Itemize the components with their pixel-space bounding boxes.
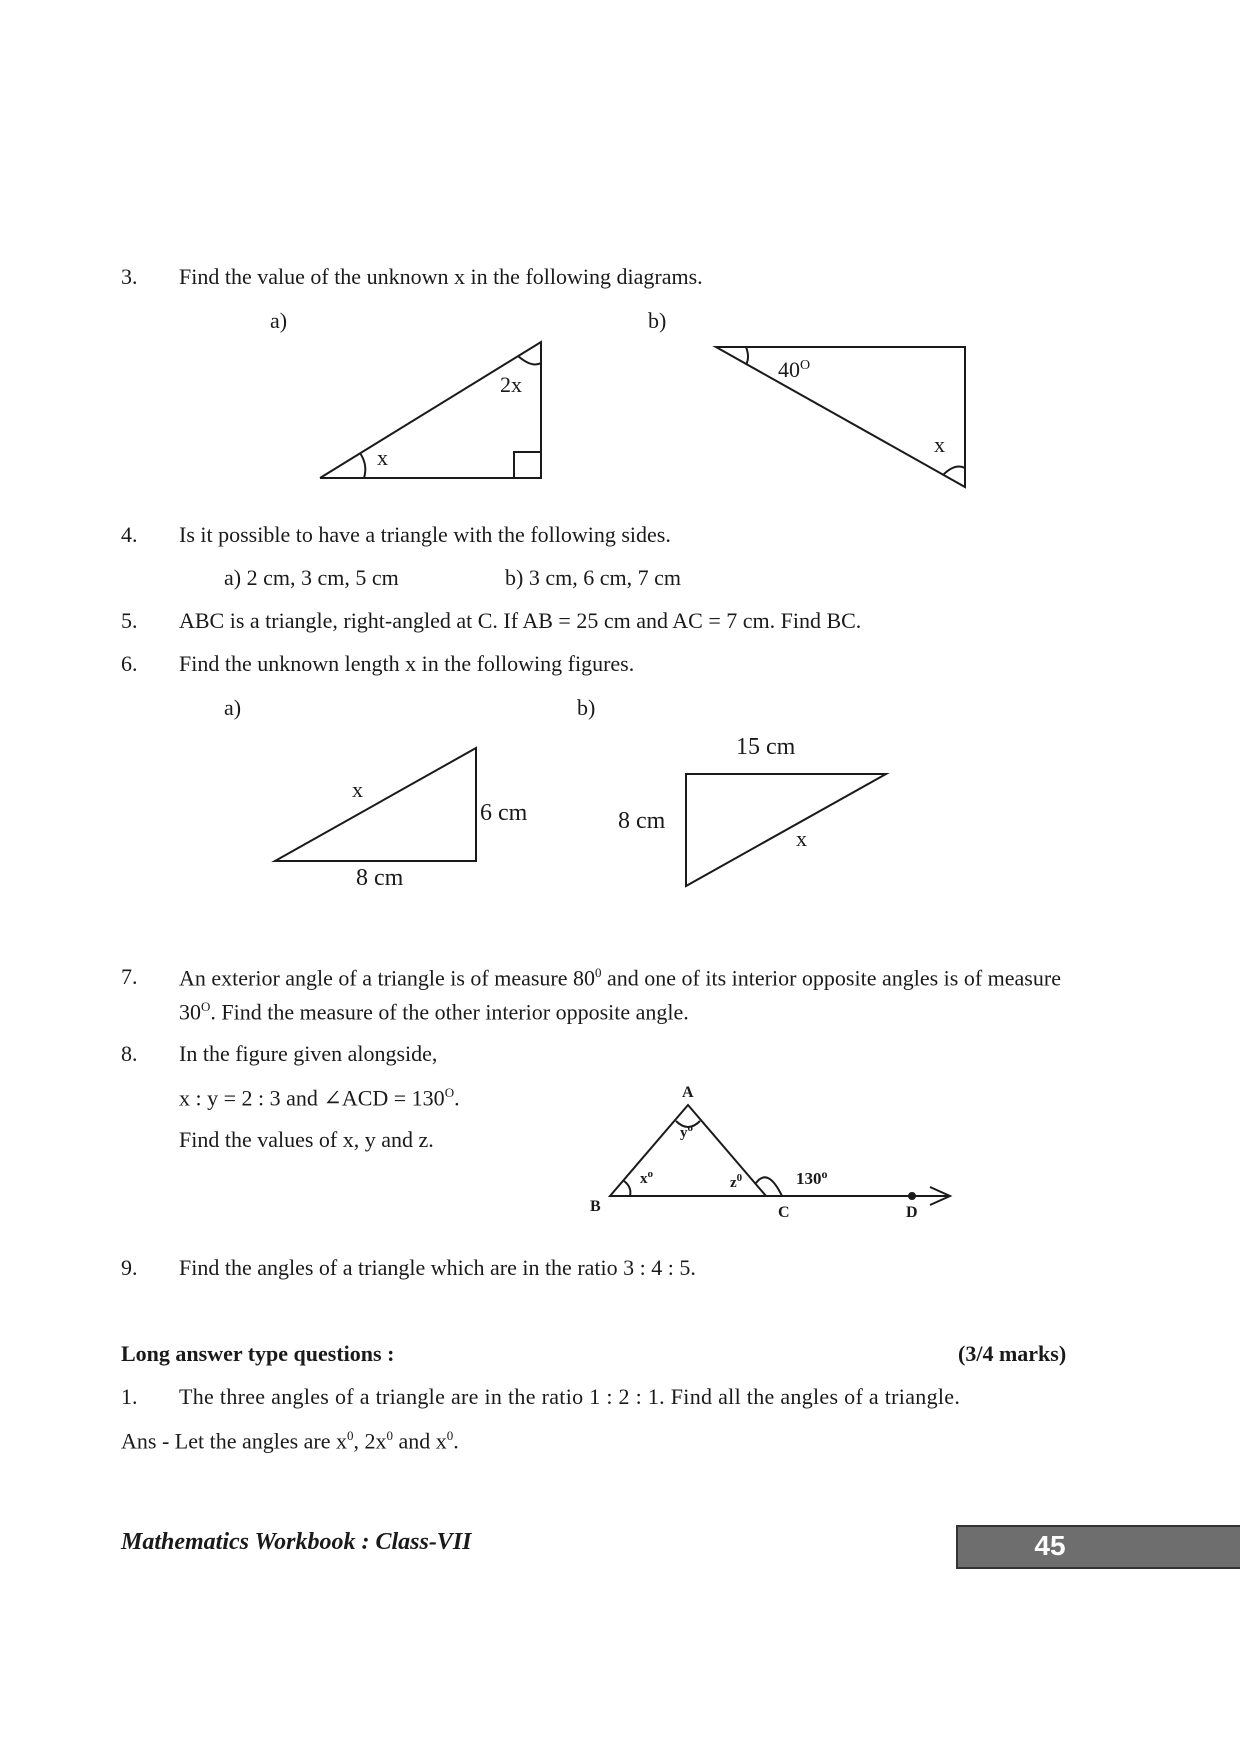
q6-label-b: b) bbox=[577, 695, 596, 720]
long-answer-heading: Long answer type questions : bbox=[121, 1341, 395, 1366]
q3a-angle-top-label: 2x bbox=[500, 372, 522, 397]
q6-figure-a bbox=[260, 730, 540, 890]
q3-label-b: b) bbox=[648, 308, 667, 333]
long-q1-number: 1. bbox=[121, 1384, 138, 1409]
q3-figure-a bbox=[300, 330, 560, 490]
q8-vertex-a: A bbox=[682, 1084, 694, 1101]
q3-text: Find the value of the unknown x in the following diagrams. bbox=[179, 264, 703, 289]
q6a-hyp-label: x bbox=[352, 777, 363, 802]
q8-angle-x-label: $x^o$ bbox=[640, 1168, 653, 1187]
q6a-base-label: 8 cm bbox=[356, 865, 404, 891]
q3b-angle-top-label: $40^O$ bbox=[778, 357, 811, 382]
q8-angle-y-label: $y^o$ bbox=[680, 1122, 693, 1141]
q3a-triangle bbox=[320, 342, 541, 478]
q7-line-2: $30^O$. Find the measure of the other interior opposite angle. bbox=[179, 999, 689, 1025]
q8-number: 8. bbox=[121, 1041, 138, 1066]
q3-label-a: a) bbox=[270, 308, 288, 333]
long-q1-text: The three angles of a triangle are in the ratio 1 : 2 : 1. Find all the angles of a triangle. bbox=[179, 1384, 961, 1409]
q8-line-1: In the figure given alongside, bbox=[179, 1041, 438, 1066]
q3b-triangle bbox=[716, 347, 965, 487]
q8-triangle bbox=[610, 1105, 766, 1196]
long-answer-marks: (3/4 marks) bbox=[958, 1341, 1067, 1366]
q6a-vertical-label: 6 cm bbox=[480, 800, 528, 826]
q4-option-b: b) 3 cm, 6 cm, 7 cm bbox=[505, 565, 681, 590]
q5-text: ABC is a triangle, right-angled at C. If AB = 25 cm and AC = 7 cm. Find BC. bbox=[179, 608, 862, 633]
q8-angle-ext-label: 130$^o$ bbox=[796, 1167, 828, 1188]
q8-point-d bbox=[908, 1192, 916, 1200]
q8-vertex-c: C bbox=[778, 1204, 790, 1221]
q4-number: 4. bbox=[121, 522, 138, 547]
page-number: 45 bbox=[1034, 1530, 1066, 1561]
q8-arc-c-ext bbox=[756, 1177, 782, 1196]
q4-option-a: a) 2 cm, 3 cm, 5 cm bbox=[224, 565, 399, 590]
page-number-box bbox=[956, 1525, 1240, 1569]
long-q1-answer: Ans - Let the angles are $x^0$, $2x^0$ and $x^0$. bbox=[121, 1428, 459, 1454]
q6-text: Find the unknown length x in the following figures. bbox=[179, 651, 635, 676]
q8-angle-z-label: $z^0$ bbox=[730, 1172, 743, 1191]
q6b-triangle bbox=[686, 774, 886, 886]
q7-line-1: An exterior angle of a triangle is of measure $80^0$ and one of its interior opposite angles is of measure bbox=[179, 965, 1061, 991]
q8-line-2: x : y = 2 : 3 and ∠ACD = $130^O$. bbox=[179, 1085, 460, 1111]
q8-arc-b bbox=[624, 1181, 630, 1196]
q3a-angle-arc-left bbox=[360, 453, 365, 478]
q3a-angle-left-label: x bbox=[377, 445, 388, 470]
q9-number: 9. bbox=[121, 1255, 138, 1280]
footer-book-title: Mathematics Workbook : Class-VII bbox=[121, 1529, 472, 1555]
q5-number: 5. bbox=[121, 608, 138, 633]
q3b-angle-arc-right bbox=[943, 467, 965, 475]
q6b-top-label: 15 cm bbox=[736, 734, 796, 760]
q3-figure-b bbox=[700, 335, 980, 495]
q3b-angle-right-label: x bbox=[934, 432, 945, 457]
q4-text: Is it possible to have a triangle with the following sides. bbox=[179, 522, 671, 547]
q6b-hyp-label: x bbox=[796, 826, 807, 851]
q8-line-3: Find the values of x, y and z. bbox=[179, 1127, 434, 1152]
q6-figure-b bbox=[610, 730, 910, 900]
q6-label-a: a) bbox=[224, 695, 242, 720]
q8-vertex-b: B bbox=[590, 1198, 601, 1215]
q7-number: 7. bbox=[121, 964, 138, 989]
q6a-triangle bbox=[275, 748, 476, 861]
q8-vertex-d: D bbox=[906, 1204, 918, 1221]
q8-figure bbox=[580, 1075, 960, 1225]
q6b-left-label: 8 cm bbox=[618, 808, 666, 834]
q3a-angle-arc-top bbox=[518, 356, 541, 364]
q3b-angle-arc-top bbox=[746, 347, 748, 365]
q6-number: 6. bbox=[121, 651, 138, 676]
q3-number: 3. bbox=[121, 264, 138, 289]
q3a-right-angle-mark bbox=[514, 452, 541, 478]
q9-text: Find the angles of a triangle which are in the ratio 3 : 4 : 5. bbox=[179, 1255, 696, 1280]
